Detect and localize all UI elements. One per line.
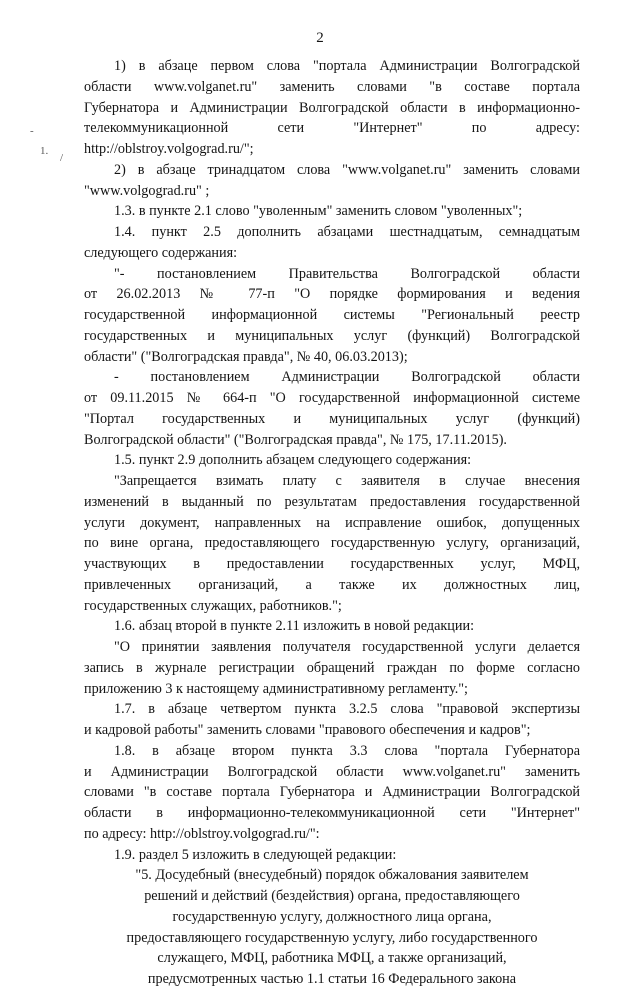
text-line: служащего, МФЦ, работника МФЦ, а также организаций, [157,950,507,967]
text-line: 1.4. пункт 2.5 дополнить абзацами шестнадцатым, семнадцатым [114,224,580,240]
text-line: и Администрации Волгоградской области www.volganet.ru" заменить [84,763,580,780]
text-line: "- постановлением Правительства Волгоградской области [114,265,580,282]
margin-mark: / [60,152,64,164]
text-line: 1) в абзаце первом слова "портала Администрации Волгоградской [114,58,580,74]
text-line: области www.volganet.ru" заменить словами "в составе портала [84,78,580,95]
text-line: словами "в составе портала Губернатора и Администрации Волгоградской [84,784,580,801]
text-line: - постановлением Администрации Волгоградской области [114,369,580,386]
text-line: запись в журнале регистрации обращений граждан по форме согласно [84,659,580,676]
text-line: "www.volgograd.ru" ; [84,182,210,199]
text-line: области" ("Волгоградская правда", № 40, 06.03.2013); [84,348,408,365]
text-line: государственных и муниципальных услуг (функций) Волгоградской [84,327,580,344]
text-line: решений и действий (бездействия) органа, предоставляющего [144,888,520,904]
text-line: от 26.02.2013 № 77-п "О порядке формирования и ведения [84,286,580,303]
text-line: и кадровой работы" заменить словами "правового обеспечения и кадров"; [84,722,531,738]
margin-mark: 1. [40,145,49,157]
text-line: "О принятии заявления получателя государственной услуги делается [114,639,580,655]
text-line: 1.7. в абзаце четвертом пункта 3.2.5 слова "правовой экспертизы [114,701,580,718]
margin-mark: - [30,125,34,137]
text-line: 1.8. в абзаце втором пункта 3.3 слова "портала Губернатора [114,742,580,759]
text-line: привлеченных организаций, а также их должностных лиц, [84,576,580,593]
text-line: "Портал государственных и муниципальных услуг (функций) [84,410,580,427]
text-line: изменений в выданный по результатам предоставления государственной [84,493,580,510]
text-line: "Запрещается взимать плату с заявителя в случае внесения [114,473,580,489]
text-line: Волгоградской области" ("Волгоградская правда", № 175, 17.11.2015). [84,431,507,448]
text-line: телекоммуникационной сети "Интернет" по адресу: [84,120,580,137]
text-line: следующего содержания: [84,244,238,261]
text-line: государственных служащих, работников."; [84,597,342,614]
text-line: по вине органа, предоставляющего государственную услугу, организаций, [84,535,580,552]
text-line: участвующих в предоставлении государственных услуг, МФЦ, [84,556,580,572]
document-body [84,56,580,990]
text-line: http://oblstroy.volgograd.ru/"; [84,141,254,157]
text-line: предоставляющего государственную услугу, либо государственного [126,929,538,946]
text-line: Губернатора и Администрации Волгоградской области в информационно- [84,99,580,116]
text-line: 1.6. абзац второй в пункте 2.11 изложить в новой редакции: [114,618,475,635]
text-line: "5. Досудебный (внесудебный) порядок обжалования заявителем [135,867,529,884]
text-line: от 09.11.2015 № 664-п "О государственной информационной системе [84,390,580,406]
text-line: 2) в абзаце тринадцатом слова "www.volganet.ru" заменить словами [114,161,580,178]
text-line: услуги документ, направленных на исправление ошибок, допущенных [84,514,580,531]
text-line: 1.9. раздел 5 изложить в следующей редакции: [114,846,397,863]
text-line: 1.3. в пункте 2.1 слово "уволенным" заменить словом "уволенных"; [114,203,523,220]
page-number: 2 [316,30,324,46]
text-line: приложению 3 к настоящему административному регламенту."; [84,680,469,697]
text-line: по адресу: http://oblstroy.volgograd.ru/": [84,825,320,842]
text-line: области в информационно-телекоммуникационной сети "Интернет" [84,805,580,821]
text-line: 1.5. пункт 2.9 дополнить абзацем следующего содержания: [114,452,472,469]
text-line: предусмотренных частью 1.1 статьи 16 Федерального закона [147,971,517,987]
text-line: государственной информационной системы "Региональный реестр [84,307,580,323]
text-line: государственную услугу, должностного лица органа, [172,908,492,925]
